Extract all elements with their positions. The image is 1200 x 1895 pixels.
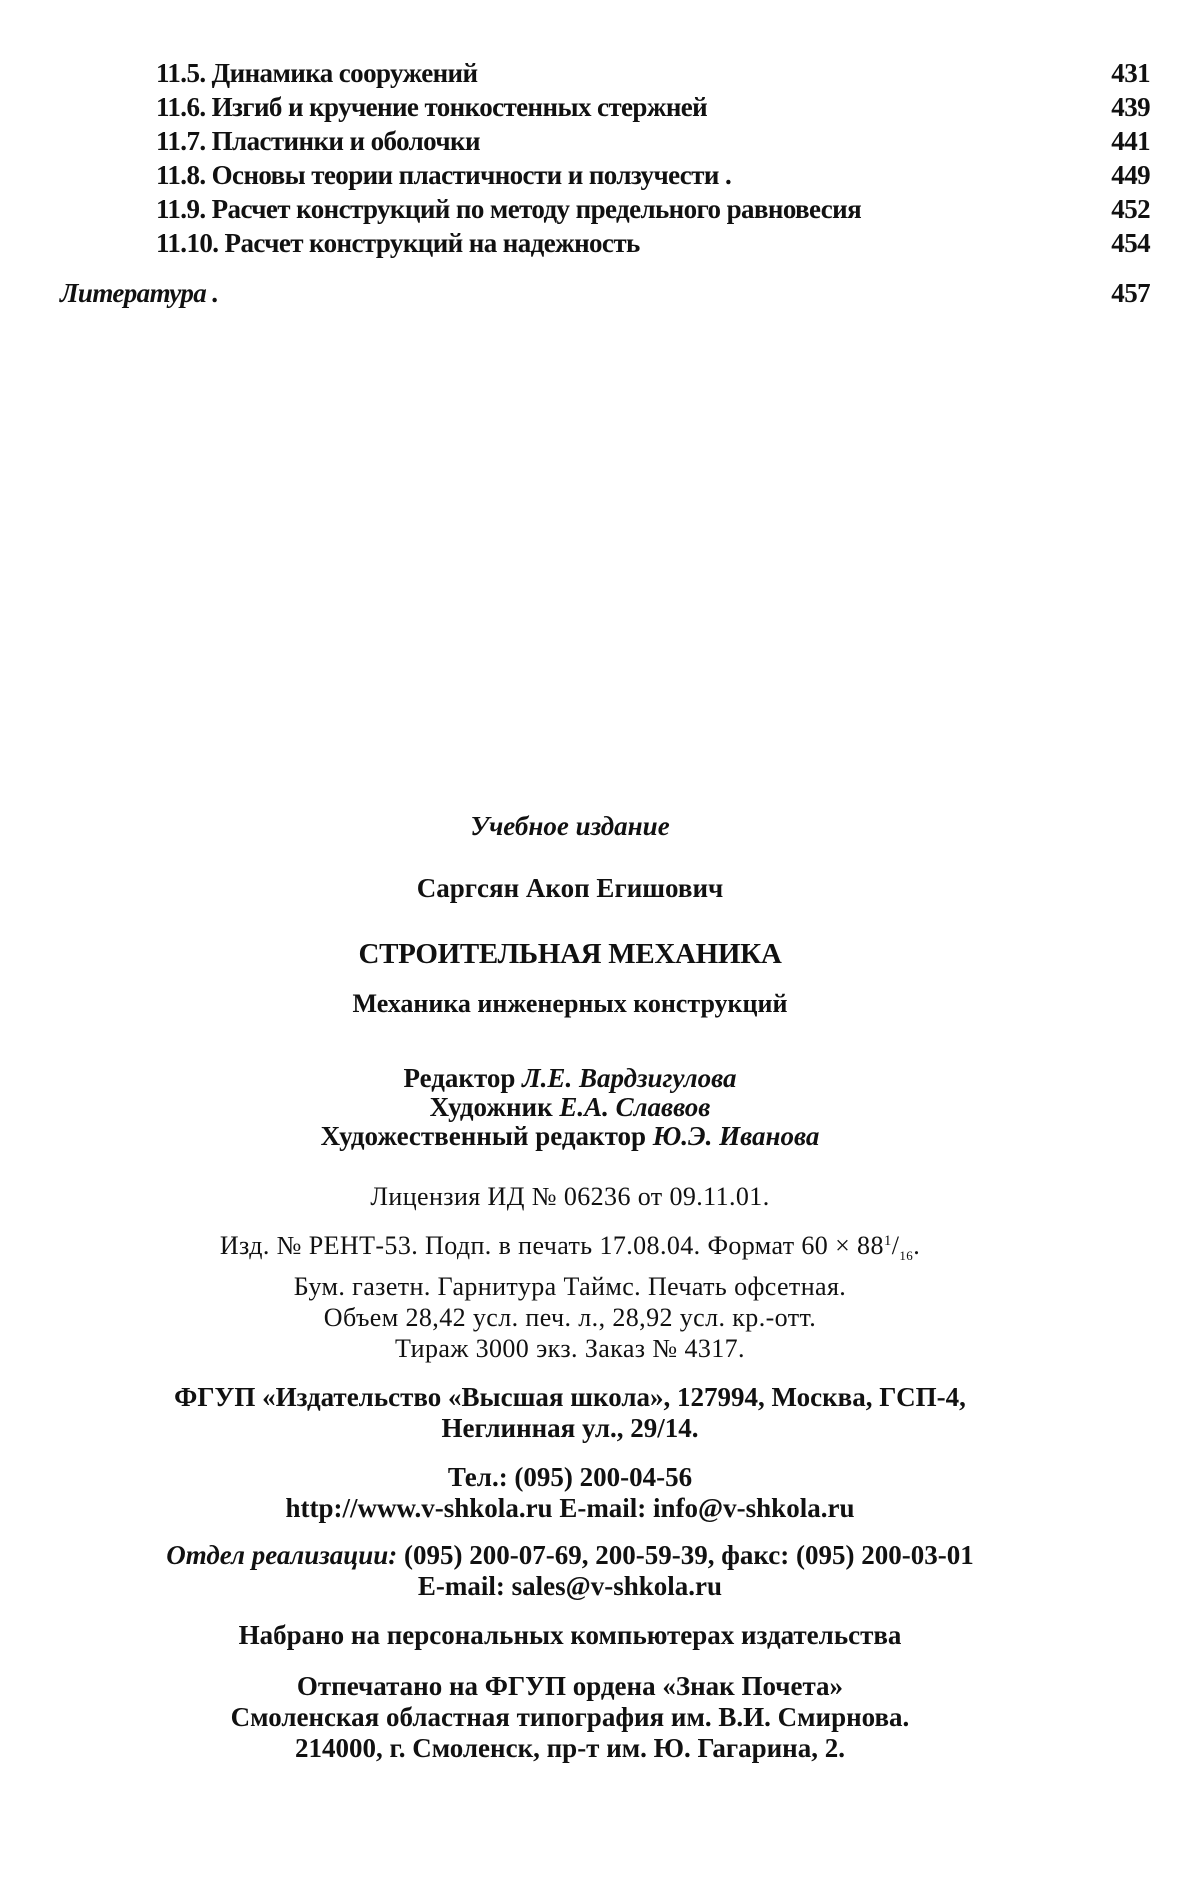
toc-literature-page: 457 (1111, 278, 1150, 308)
sales-block (100, 1540, 1040, 1602)
printer-line-2: Смоленская областная типография им. В.И. Смирнова. (230, 1702, 910, 1732)
typeset-block (100, 1620, 1040, 1651)
credit-artist (100, 1093, 1040, 1122)
table-of-contents (60, 56, 1150, 310)
book-subtitle: Механика инженерных конструкций (352, 989, 788, 1018)
toc-entry (60, 124, 1150, 158)
credit-role: Художественный редактор (320, 1121, 647, 1151)
toc-entry-page: 449 (1111, 160, 1150, 190)
toc-entry-page: 439 (1111, 92, 1150, 122)
printer-block (100, 1671, 1040, 1764)
toc-entry (60, 90, 1150, 124)
publisher-line: ФГУП «Издательство «Высшая школа», 127994, Москва, ГСП-4, (174, 1382, 966, 1412)
format-fraction-denominator: 16 (899, 1248, 914, 1263)
toc-entry (60, 226, 1150, 260)
credit-role: Художник (429, 1092, 553, 1122)
credit-art-editor (100, 1122, 1040, 1151)
toc-entry-title: 11.8. Основы теории пластичности и ползучести . (156, 160, 732, 190)
print-info-line: Изд. № РЕНТ-53. Подп. в печать 17.08.04. Формат $60 \times 88^1/_{16}$. (219, 1231, 921, 1263)
colophon (100, 810, 1040, 1764)
toc-entry-page: 452 (1111, 194, 1150, 224)
toc-entry-title: 11.5. Динамика сооружений (156, 58, 478, 88)
toc-entry-page: 454 (1111, 228, 1150, 258)
credit-name: Е.А. Славвов (559, 1092, 711, 1122)
contacts-block (100, 1462, 1040, 1524)
printer-line-1: Отпечатано на ФГУП ордена «Знак Почета» (296, 1671, 844, 1701)
publisher-address: Неглинная ул., 29/14. (441, 1413, 699, 1443)
sales-phones-line (100, 1540, 1040, 1571)
print-info-suffix: . (913, 1231, 921, 1260)
credit-role: Редактор (403, 1063, 516, 1093)
book-title: СТРОИТЕЛЬНАЯ МЕХАНИКА (358, 938, 782, 970)
sales-label: Отдел реализации: (166, 1540, 398, 1570)
volume-line: Объем 28,42 усл. печ. л., 28,92 усл. кр.-отт. (323, 1303, 817, 1332)
edition-type: Учебное издание (470, 811, 670, 841)
toc-entry (60, 192, 1150, 226)
license-line: Лицензия ИД № 06236 от 09.11.01. (370, 1182, 770, 1211)
format-fraction-numerator: 1 (883, 1233, 892, 1249)
credit-editor (100, 1064, 1040, 1093)
credits-block (100, 1064, 1040, 1151)
credit-name: Ю.Э. Иванова (652, 1121, 820, 1151)
publisher-block (100, 1382, 1040, 1444)
toc-entry (60, 56, 1150, 90)
sales-phones: (095) 200-07-69, 200-59-39, факс: (095) 200-03-01 (397, 1540, 974, 1570)
toc-entry-title: 11.6. Изгиб и кручение тонкостенных стержней (156, 92, 708, 122)
toc-entry-title: 11.9. Расчет конструкций по методу предельного равновесия (156, 194, 862, 224)
phone-line: Тел.: (095) 200-04-56 (447, 1462, 693, 1492)
toc-entry-page: 431 (1111, 58, 1150, 88)
print-info-text: Изд. № РЕНТ-53. Подп. в печать 17.08.04. Формат 60 × 88 (219, 1231, 884, 1260)
toc-entry (60, 158, 1150, 192)
paper-line: Бум. газетн. Гарнитура Таймс. Печать офсетная. (293, 1272, 847, 1301)
author-name: Саргсян Акоп Егишович (416, 873, 724, 903)
technical-info (100, 1181, 1040, 1364)
web-email-line: http://www.v-shkola.ru E-mail: info@v-shkola.ru (285, 1493, 855, 1523)
printer-line-3: 214000, г. Смоленск, пр-т им. Ю. Гагарина, 2. (295, 1733, 845, 1763)
credit-name: Л.Е. Вардзигулова (522, 1063, 737, 1093)
toc-entry-title: 11.7. Пластинки и оболочки (156, 126, 480, 156)
toc-literature-entry (60, 276, 1150, 310)
toc-literature-title: Литература . (60, 278, 219, 308)
typeset-line: Набрано на персональных компьютерах издательства (238, 1620, 902, 1650)
toc-entry-title: 11.10. Расчет конструкций на надежность (156, 228, 640, 258)
circulation-line: Тираж 3000 экз. Заказ № 4317. (395, 1334, 745, 1363)
toc-entry-page: 441 (1111, 126, 1150, 156)
sales-email-line: E-mail: sales@v-shkola.ru (417, 1571, 723, 1601)
